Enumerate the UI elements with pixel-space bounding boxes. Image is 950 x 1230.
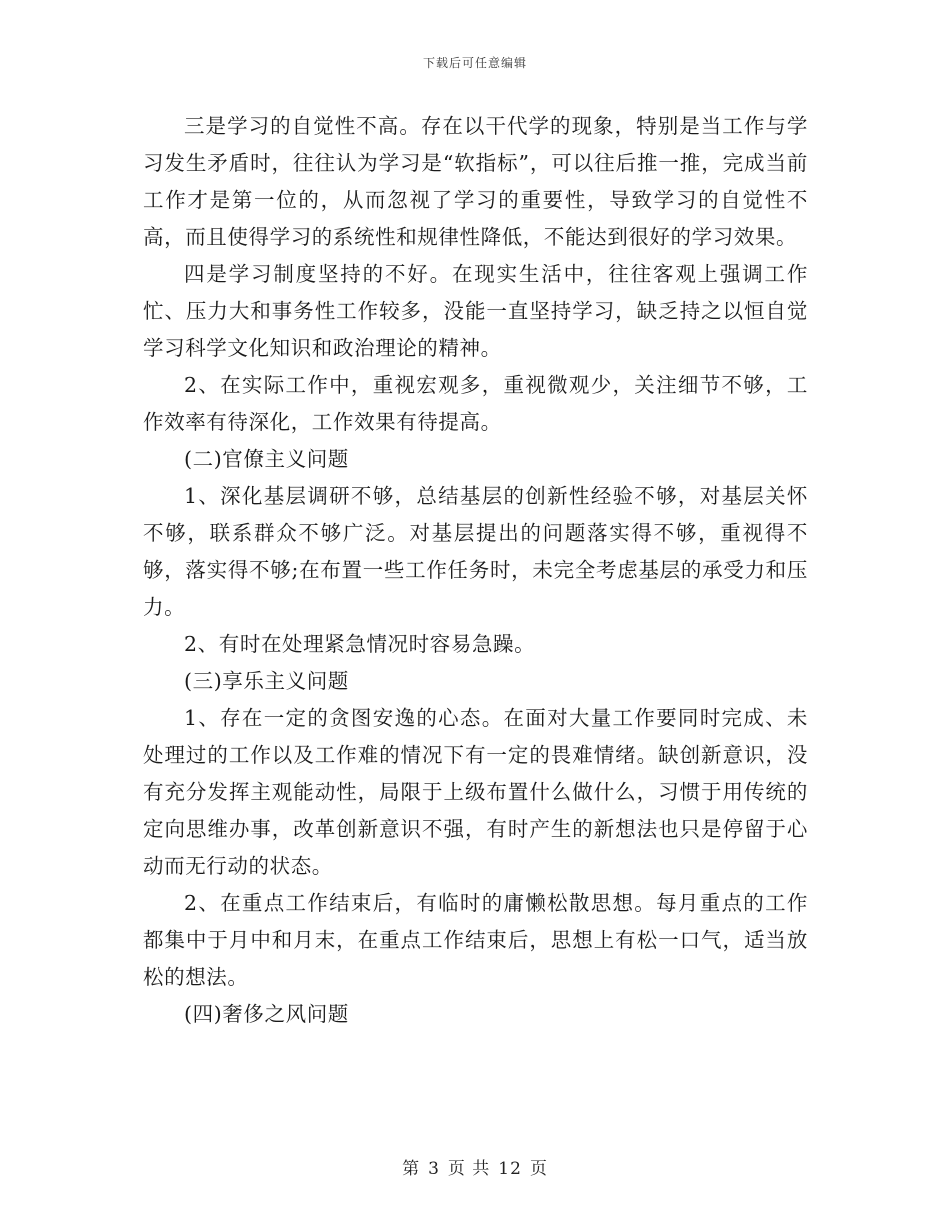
page-header: 下载后可任意编辑 (422, 56, 527, 70)
section-heading: (二)官僚主义问题 (184, 447, 349, 471)
paragraph: 2、有时在处理紧急情况时容易急躁。 (184, 632, 536, 656)
paragraph: 四是学习制度坚持的不好。在现实生活中，往往客观上强调工作忙、压力大和事务性工作较多，没能一直坚持学习，缺乏持之以恒自觉学习科学文化知识和政治理论的精神。 (143, 262, 808, 360)
paragraph: 2、在重点工作结束后，有临时的庸懒松散思想。每月重点的工作都集中于月中和月末，在重点工作结束后，思想上有松一口气，适当放松的想法。 (143, 891, 808, 989)
paragraph: 1、深化基层调研不够，总结基层的创新性经验不够，对基层关怀不够，联系群众不够广泛。对基层提出的问题落实得不够，重视得不够，落实得不够;在布置一些工作任务时，未完全考虑基层的承受力和压力。 (143, 484, 808, 619)
page-footer (0, 1154, 950, 1179)
document-body (143, 108, 808, 1033)
footer-middle: 页 共 (447, 1159, 491, 1179)
footer-prefix: 第 (402, 1159, 421, 1179)
footer-total-pages: 12 (498, 1159, 522, 1179)
footer-page-number: 3 (428, 1159, 440, 1179)
paragraph: 1、存在一定的贪图安逸的心态。在面对大量工作要同时完成、未处理过的工作以及工作难的情况下有一定的畏难情绪。缺创新意识，没有充分发挥主观能动性，局限于上级布置什么做什么，习惯于用传统的定向思维办事，改革创新意识不强，有时产生的新想法也只是停留于心动而无行动的状态。 (143, 706, 808, 878)
footer-suffix: 页 (529, 1159, 548, 1179)
paragraph: 2、在实际工作中，重视宏观多，重视微观少，关注细节不够，工作效率有待深化，工作效果有待提高。 (143, 373, 808, 434)
section-heading: (三)享乐主义问题 (184, 669, 349, 693)
section-heading: (四)奢侈之风问题 (184, 1002, 349, 1026)
paragraph: 三是学习的自觉性不高。存在以干代学的现象，特别是当工作与学习发生矛盾时，往往认为学习是“软指标”，可以往后推一推，完成当前工作才是第一位的，从而忽视了学习的重要性，导致学习的自觉性不高，而且使得学习的系统性和规律性降低，不能达到很好的学习效果。 (143, 114, 808, 249)
